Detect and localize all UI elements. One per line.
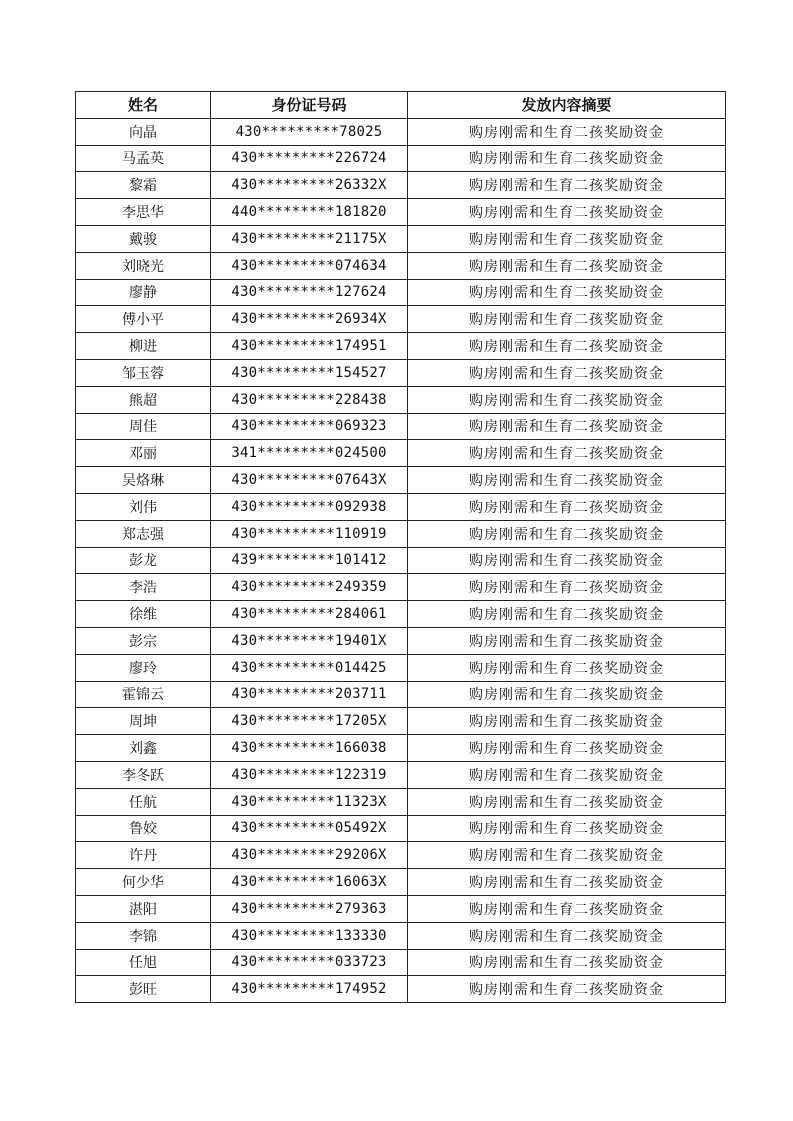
name-cell: 徐维 [76, 601, 211, 628]
id-number-cell: 430*********226724 [211, 145, 408, 172]
name-cell: 邹玉蓉 [76, 359, 211, 386]
payment-summary-cell: 购房刚需和生育二孩奖励资金 [408, 520, 726, 547]
payment-summary-cell: 购房刚需和生育二孩奖励资金 [408, 199, 726, 226]
table-row [76, 761, 726, 788]
id-number-cell: 430*********203711 [211, 681, 408, 708]
name-cell: 李冬跃 [76, 761, 211, 788]
id-number-cell: 430*********174951 [211, 333, 408, 360]
id-number-cell: 430*********249359 [211, 574, 408, 601]
table-row [76, 922, 726, 949]
payment-summary-cell: 购房刚需和生育二孩奖励资金 [408, 601, 726, 628]
table-row [76, 520, 726, 547]
name-cell: 刘晓光 [76, 252, 211, 279]
table-row [76, 735, 726, 762]
table-body [76, 118, 726, 1002]
table-row [76, 815, 726, 842]
table-row [76, 627, 726, 654]
payment-summary-cell: 购房刚需和生育二孩奖励资金 [408, 708, 726, 735]
id-number-cell: 430*********26934X [211, 306, 408, 333]
name-cell: 李思华 [76, 199, 211, 226]
id-number-cell: 430*********133330 [211, 922, 408, 949]
payment-summary-cell: 购房刚需和生育二孩奖励资金 [408, 735, 726, 762]
table-row [76, 574, 726, 601]
payment-summary-cell: 购房刚需和生育二孩奖励资金 [408, 440, 726, 467]
payment-summary-cell: 购房刚需和生育二孩奖励资金 [408, 574, 726, 601]
header-id-number: 身份证号码 [211, 92, 408, 119]
name-cell: 黎霜 [76, 172, 211, 199]
table-row [76, 467, 726, 494]
table-row [76, 333, 726, 360]
name-cell: 向晶 [76, 118, 211, 145]
id-number-cell: 430*********05492X [211, 815, 408, 842]
table-row [76, 118, 726, 145]
payment-summary-cell: 购房刚需和生育二孩奖励资金 [408, 895, 726, 922]
id-number-cell: 430*********29206X [211, 842, 408, 869]
table-row [76, 895, 726, 922]
table-row [76, 869, 726, 896]
table-row [76, 788, 726, 815]
payment-summary-cell: 购房刚需和生育二孩奖励资金 [408, 386, 726, 413]
name-cell: 戴骏 [76, 225, 211, 252]
payment-summary-cell: 购房刚需和生育二孩奖励资金 [408, 493, 726, 520]
id-number-cell: 430*********16063X [211, 869, 408, 896]
name-cell: 彭宗 [76, 627, 211, 654]
recipient-table [75, 91, 726, 1003]
name-cell: 马孟英 [76, 145, 211, 172]
id-number-cell: 430*********07643X [211, 467, 408, 494]
name-cell: 周佳 [76, 413, 211, 440]
id-number-cell: 430*********092938 [211, 493, 408, 520]
id-number-cell: 430*********166038 [211, 735, 408, 762]
id-number-cell: 430*********279363 [211, 895, 408, 922]
id-number-cell: 430*********228438 [211, 386, 408, 413]
id-number-cell: 430*********174952 [211, 976, 408, 1003]
id-number-cell: 430*********17205X [211, 708, 408, 735]
table-row [76, 386, 726, 413]
payment-summary-cell: 购房刚需和生育二孩奖励资金 [408, 172, 726, 199]
table-row [76, 440, 726, 467]
payment-summary-cell: 购房刚需和生育二孩奖励资金 [408, 225, 726, 252]
id-number-cell: 439*********101412 [211, 547, 408, 574]
name-cell: 许丹 [76, 842, 211, 869]
payment-summary-cell: 购房刚需和生育二孩奖励资金 [408, 547, 726, 574]
payment-summary-cell: 购房刚需和生育二孩奖励资金 [408, 118, 726, 145]
table-row [76, 681, 726, 708]
table-row [76, 225, 726, 252]
payment-summary-cell: 购房刚需和生育二孩奖励资金 [408, 359, 726, 386]
table-row [76, 279, 726, 306]
name-cell: 熊超 [76, 386, 211, 413]
payment-summary-cell: 购房刚需和生育二孩奖励资金 [408, 761, 726, 788]
name-cell: 廖玲 [76, 654, 211, 681]
id-number-cell: 430*********21175X [211, 225, 408, 252]
payment-summary-cell: 购房刚需和生育二孩奖励资金 [408, 627, 726, 654]
header-row [76, 92, 726, 119]
id-number-cell: 430*********284061 [211, 601, 408, 628]
id-number-cell: 430*********127624 [211, 279, 408, 306]
payment-summary-cell: 购房刚需和生育二孩奖励资金 [408, 949, 726, 976]
id-number-cell: 430*********110919 [211, 520, 408, 547]
payment-summary-cell: 购房刚需和生育二孩奖励资金 [408, 654, 726, 681]
id-number-cell: 430*********122319 [211, 761, 408, 788]
payment-summary-cell: 购房刚需和生育二孩奖励资金 [408, 252, 726, 279]
id-number-cell: 430*********014425 [211, 654, 408, 681]
table-row [76, 145, 726, 172]
name-cell: 刘鑫 [76, 735, 211, 762]
id-number-cell: 430*********074634 [211, 252, 408, 279]
table-row [76, 976, 726, 1003]
table-header [76, 92, 726, 119]
id-number-cell: 430*********069323 [211, 413, 408, 440]
name-cell: 吴烙琳 [76, 467, 211, 494]
name-cell: 傅小平 [76, 306, 211, 333]
payment-summary-cell: 购房刚需和生育二孩奖励资金 [408, 788, 726, 815]
name-cell: 湛阳 [76, 895, 211, 922]
payment-summary-cell: 购房刚需和生育二孩奖励资金 [408, 681, 726, 708]
payment-summary-cell: 购房刚需和生育二孩奖励资金 [408, 145, 726, 172]
table-row [76, 949, 726, 976]
payment-summary-cell: 购房刚需和生育二孩奖励资金 [408, 279, 726, 306]
id-number-cell: 341*********024500 [211, 440, 408, 467]
table-row [76, 842, 726, 869]
table-row [76, 172, 726, 199]
name-cell: 邓丽 [76, 440, 211, 467]
id-number-cell: 430*********11323X [211, 788, 408, 815]
name-cell: 彭龙 [76, 547, 211, 574]
payment-summary-cell: 购房刚需和生育二孩奖励资金 [408, 869, 726, 896]
name-cell: 何少华 [76, 869, 211, 896]
table-row [76, 413, 726, 440]
payment-summary-cell: 购房刚需和生育二孩奖励资金 [408, 413, 726, 440]
payment-summary-cell: 购房刚需和生育二孩奖励资金 [408, 306, 726, 333]
name-cell: 周坤 [76, 708, 211, 735]
id-number-cell: 430*********78025 [211, 118, 408, 145]
name-cell: 彭旺 [76, 976, 211, 1003]
name-cell: 鲁姣 [76, 815, 211, 842]
header-name: 姓名 [76, 92, 211, 119]
name-cell: 李锦 [76, 922, 211, 949]
table-row [76, 359, 726, 386]
id-number-cell: 430*********26332X [211, 172, 408, 199]
header-payment-summary: 发放内容摘要 [408, 92, 726, 119]
name-cell: 柳进 [76, 333, 211, 360]
table-row [76, 601, 726, 628]
table-row [76, 493, 726, 520]
payment-summary-cell: 购房刚需和生育二孩奖励资金 [408, 976, 726, 1003]
table-row [76, 252, 726, 279]
payment-summary-cell: 购房刚需和生育二孩奖励资金 [408, 467, 726, 494]
id-number-cell: 440*********181820 [211, 199, 408, 226]
table-row [76, 654, 726, 681]
name-cell: 任航 [76, 788, 211, 815]
table-row [76, 547, 726, 574]
payment-summary-cell: 购房刚需和生育二孩奖励资金 [408, 333, 726, 360]
name-cell: 郑志强 [76, 520, 211, 547]
id-number-cell: 430*********154527 [211, 359, 408, 386]
name-cell: 霍锦云 [76, 681, 211, 708]
id-number-cell: 430*********19401X [211, 627, 408, 654]
table-row [76, 199, 726, 226]
id-number-cell: 430*********033723 [211, 949, 408, 976]
payment-summary-cell: 购房刚需和生育二孩奖励资金 [408, 922, 726, 949]
name-cell: 廖静 [76, 279, 211, 306]
table-row [76, 708, 726, 735]
payment-summary-cell: 购房刚需和生育二孩奖励资金 [408, 815, 726, 842]
name-cell: 李浩 [76, 574, 211, 601]
name-cell: 刘伟 [76, 493, 211, 520]
table-row [76, 306, 726, 333]
payment-summary-cell: 购房刚需和生育二孩奖励资金 [408, 842, 726, 869]
name-cell: 任旭 [76, 949, 211, 976]
